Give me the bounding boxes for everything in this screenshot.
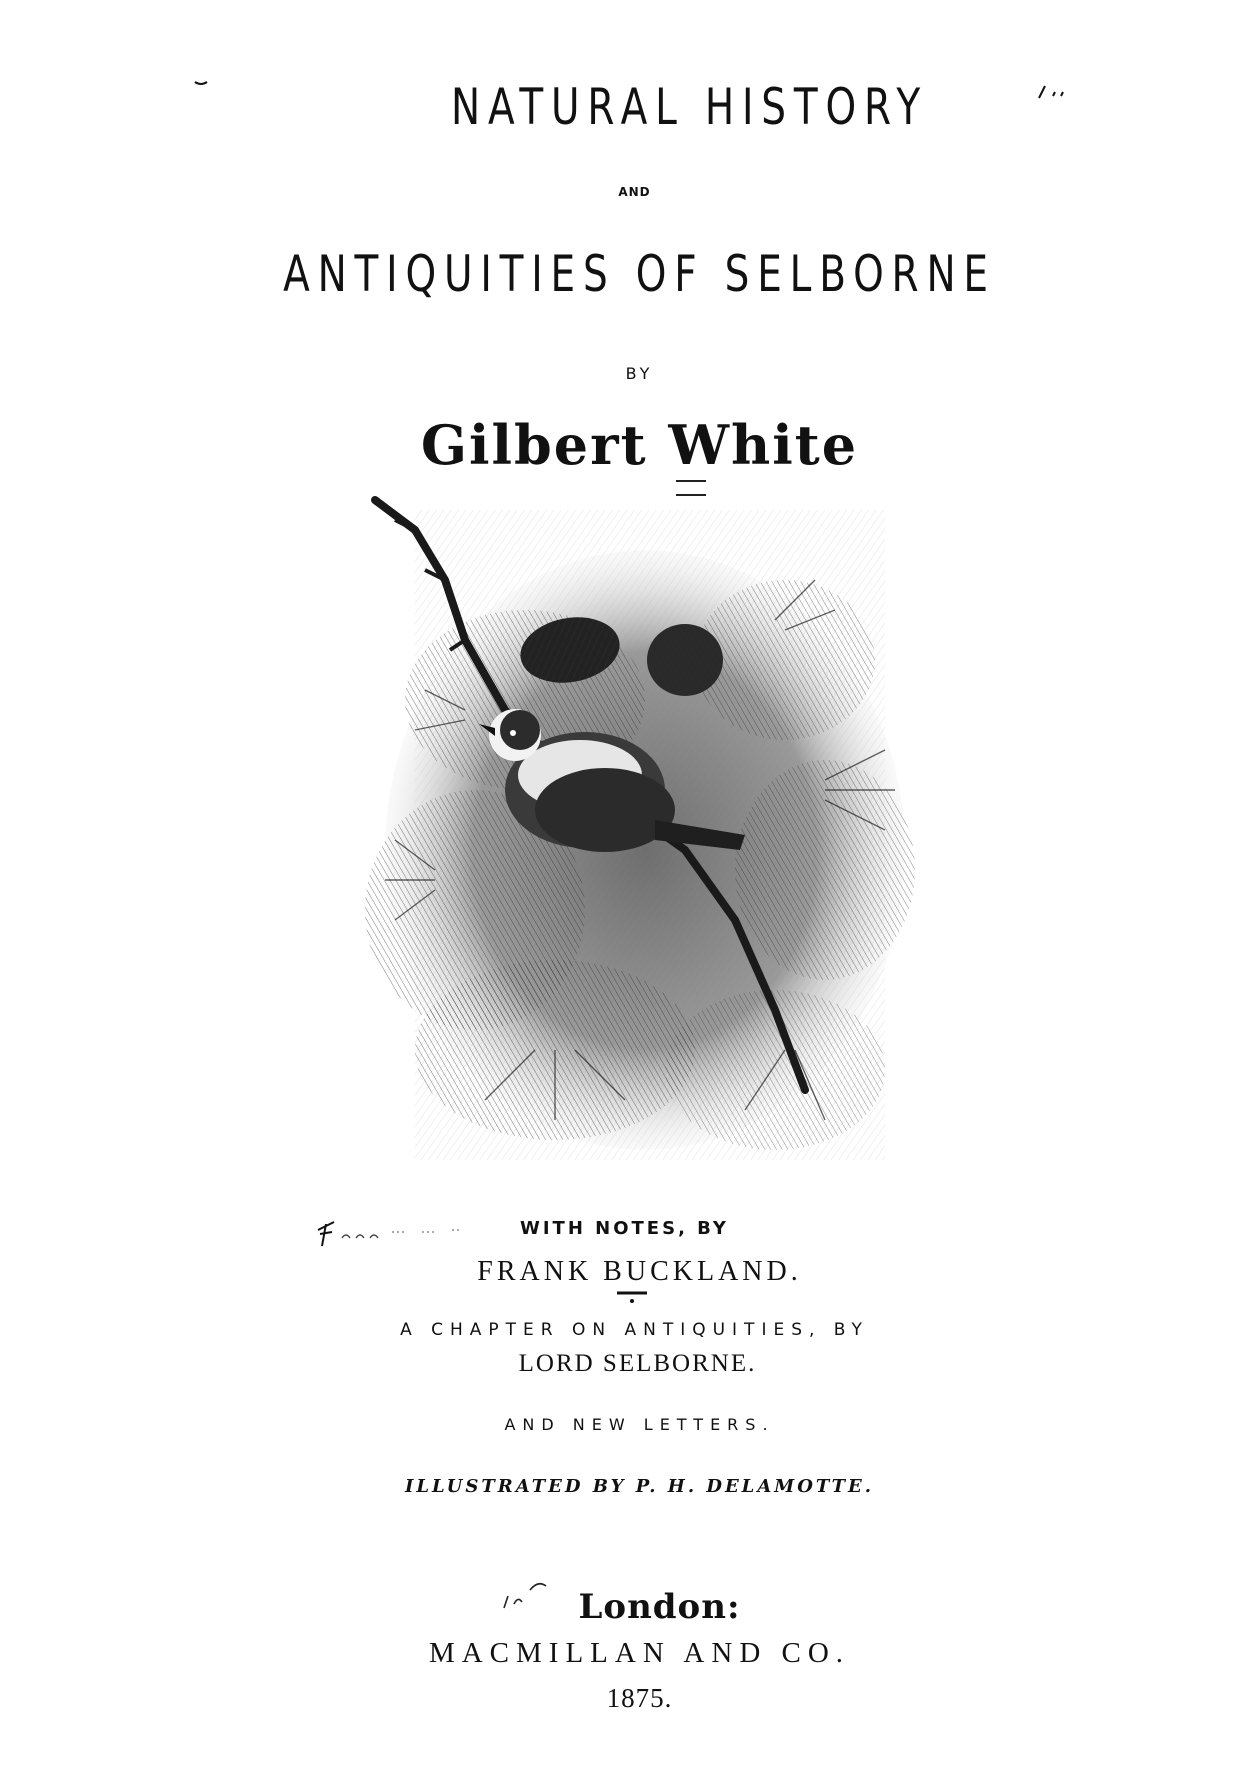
letters-line: AND NEW LETTERS. <box>504 1415 775 1434</box>
imprint-publisher: MACMILLAN AND CO. <box>428 1637 851 1669</box>
chapter-contributor-name: LORD SELBORNE. <box>518 1350 757 1377</box>
title-subtitle: ANTIQUITIES OF SELBORNE <box>283 245 996 303</box>
imprint-year: 1875. <box>606 1683 673 1713</box>
title-main: NATURAL HISTORY <box>450 78 929 136</box>
imprint-place: London: <box>578 1587 741 1627</box>
underline-mark <box>615 1290 649 1304</box>
chapter-label: A CHAPTER ON ANTIQUITIES, BY <box>400 1320 869 1340</box>
illustrator-line: ILLUSTRATED BY P. H. DELAMOTTE. <box>404 1476 875 1497</box>
handwritten-annotation <box>312 1210 512 1250</box>
notes-label: WITH NOTES, BY <box>520 1218 729 1239</box>
notes-contributor-name: FRANK BUCKLAND. <box>477 1256 802 1287</box>
engraving-illustration <box>355 490 920 1180</box>
author-name: Gilbert White <box>420 413 859 477</box>
byline-by: BY <box>625 364 654 383</box>
title-connector: AND <box>618 185 651 199</box>
